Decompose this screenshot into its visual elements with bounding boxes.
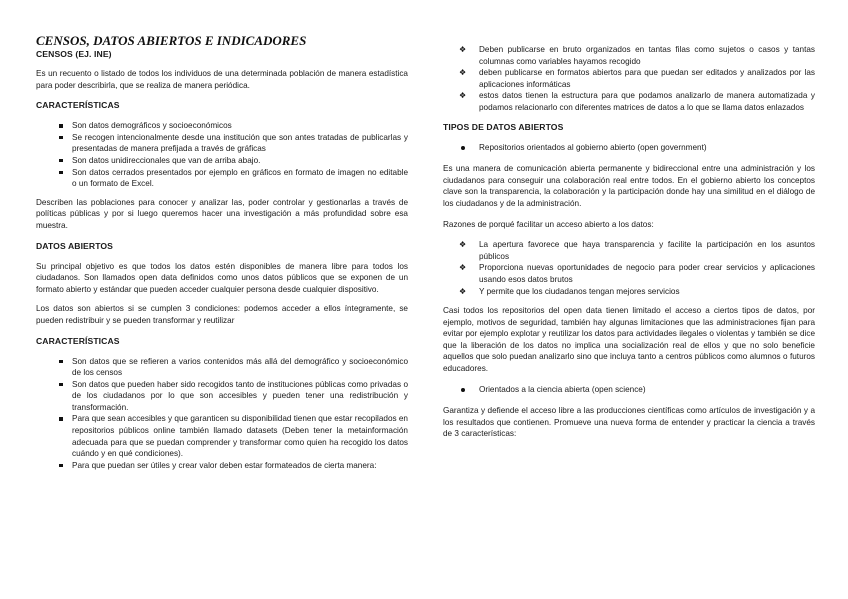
square-bullet-icon <box>59 464 63 468</box>
round-bullet-icon <box>461 388 465 392</box>
square-bullet-icon <box>59 383 63 387</box>
censos-heading: CENSOS (EJ. INE) <box>36 49 112 59</box>
diamond-bullet-icon: ❖ <box>459 91 467 101</box>
casi-todos-paragraph: Casi todos los repositorios del open data tienen limitado el acceso a ciertos tipos de datos, por ejemplo, motivos de seguridad, también hay algunas limitaciones que las administraciones fijan para evitar por ejemplo explotar y reutilizar los datos para actividades ilegales o violentas y también se dice que la liberación de los datos no implica una socialización real de ellos y que no solo beneficie aquellos que solo puedan analizarlo sino que incluya tanto a centros públicos como alumnos o futuros educadores. <box>443 306 815 374</box>
list-item: Son datos que se refieren a varios contenidos más allá del demográfico y socioeconómico de los censos <box>36 356 408 379</box>
caracteristicas-heading-1: CARACTERÍSTICAS <box>36 100 120 111</box>
censos-definition: Es un recuento o listado de todos los individuos de una determinada población de manera estadística para poder describirla, que se realiza de manera periódica. <box>36 69 408 90</box>
diamond-bullet-icon: ❖ <box>459 240 467 250</box>
list-item: ❖ La apertura favorece que haya transparencia y facilite la participación en los asuntos públicos <box>459 240 815 261</box>
list-item: Repositorios orientados al gobierno abierto (open government) <box>443 142 815 154</box>
diamond-bullet-icon: ❖ <box>459 45 467 54</box>
square-bullet-icon <box>59 124 63 128</box>
square-bullet-icon <box>59 171 63 175</box>
razones-intro: Razones de porqué facilitar un acceso abierto a los datos: <box>443 219 654 229</box>
datos-abiertos-heading: DATOS ABIERTOS <box>36 240 114 251</box>
caracteristicas-list-1 <box>36 120 408 190</box>
condiciones-paragraph: Los datos son abiertos si se cumplen 3 condiciones: podemos acceder a ellos íntegramente, se pueden redistribuir y se pueden transformar y reutilizar <box>36 304 408 325</box>
square-bullet-icon <box>59 136 63 140</box>
tipos-heading: TIPOS DE DATOS ABIERTOS <box>443 121 564 132</box>
document-title: CENSOS, DATOS ABIERTOS E INDICADORES <box>36 33 307 48</box>
caracteristicas-heading-2: CARACTERÍSTICAS <box>36 335 120 346</box>
list-item: Son datos cerrados presentados por ejemplo en gráficos en formato de imagen no editable o un formato de Excel. <box>36 167 408 190</box>
diamond-bullet-icon: ❖ <box>459 286 467 296</box>
tipo-list-1 <box>443 142 815 154</box>
diamond-bullet-icon: ❖ <box>459 263 467 273</box>
formato-list <box>443 44 815 114</box>
square-bullet-icon <box>59 417 63 421</box>
principal-objetivo-paragraph: Su principal objetivo es que todos los datos estén disponibles de manera libre para todos los ciudadanos. Son llamados open data definidos como unos datos públicos que se exponen de un formato abierto y estándar que pueden acceder cualquier persona desde cualquier dispositivo. <box>36 261 408 294</box>
list-item: Son datos que pueden haber sido recogidos tanto de instituciones públicas como privadas o de los ciudadanos por lo que son accesibles y pueden tener una redistribución y transformación. <box>36 379 408 414</box>
garantiza-paragraph: Garantiza y defiende el acceso libre a las producciones científicas como artículos de investigación y a los resultados que contienen. Promueve una nueva forma de entender y practicar la ciencia a través de 3 características: <box>443 406 815 439</box>
square-bullet-icon <box>59 159 63 163</box>
caracteristicas-list-2 <box>36 356 408 472</box>
list-item: ❖ Deben publicarse en bruto organizados en tantas filas como sujetos o casos y tantas columnas como variables hayamos recogido <box>459 45 815 66</box>
list-item: Son datos unidireccionales que van de arriba abajo. <box>36 155 408 167</box>
list-item: Para que sean accesibles y que garanticen su disponibilidad tienen que estar recopilados en repositorios públicos online también llamado datasets (Deben tener la metainformación adecuada para que se puedan comprender y transformar como quien ha recogido los datos cuándo y en qué condiciones). <box>36 413 408 459</box>
list-item: ❖ deben publicarse en formatos abiertos para que puedan ser editados y analizados por las aplicaciones informáticas <box>459 68 815 89</box>
gobierno-abierto-paragraph: Es una manera de comunicación abierta permanente y bidireccional entre una administración y los ciudadanos para conseguir una colaboración real entre todos. En el gobierno abierto los conceptos clave son la transparencia, la colaboración y la participación donde hay una similitud en el diálogo de los ciudadanos y de la administración. <box>443 164 815 208</box>
razones-list <box>443 239 815 297</box>
left-column <box>36 34 408 471</box>
right-column <box>443 44 815 440</box>
round-bullet-icon <box>461 146 465 150</box>
list-item: Son datos demográficos y socioeconómicos <box>36 120 408 132</box>
tipo-list-2 <box>443 384 815 396</box>
diamond-bullet-icon: ❖ <box>459 68 467 78</box>
list-item: ❖ Y permite que los ciudadanos tengan mejores servicios <box>459 286 680 296</box>
describen-paragraph: Describen las poblaciones para conocer y analizar las, poder controlar y gestionarlas a través de políticas públicas y por si luego queremos hacer una investigación a más profundidad sobre esa muestra. <box>36 197 408 230</box>
list-item: Se recogen intencionalmente desde una institución que son antes tratadas de publicarlas y presentadas de manera prefijada a través de gráficas <box>36 132 408 155</box>
list-item: Para que puedan ser útiles y crear valor deben estar formateados de cierta manera: <box>36 460 408 472</box>
list-item: Orientados a la ciencia abierta (open science) <box>443 384 815 396</box>
list-item: ❖ estos datos tienen la estructura para que podamos analizarlo de manera automatizada y podamos relacionarlo con diferentes matrices de datos a lo que se llama datos enlazados <box>459 91 815 112</box>
square-bullet-icon <box>59 360 63 364</box>
list-item: ❖ Proporciona nuevas oportunidades de negocio para poder crear servicios y aplicaciones usando esos datos brutos <box>459 263 815 284</box>
